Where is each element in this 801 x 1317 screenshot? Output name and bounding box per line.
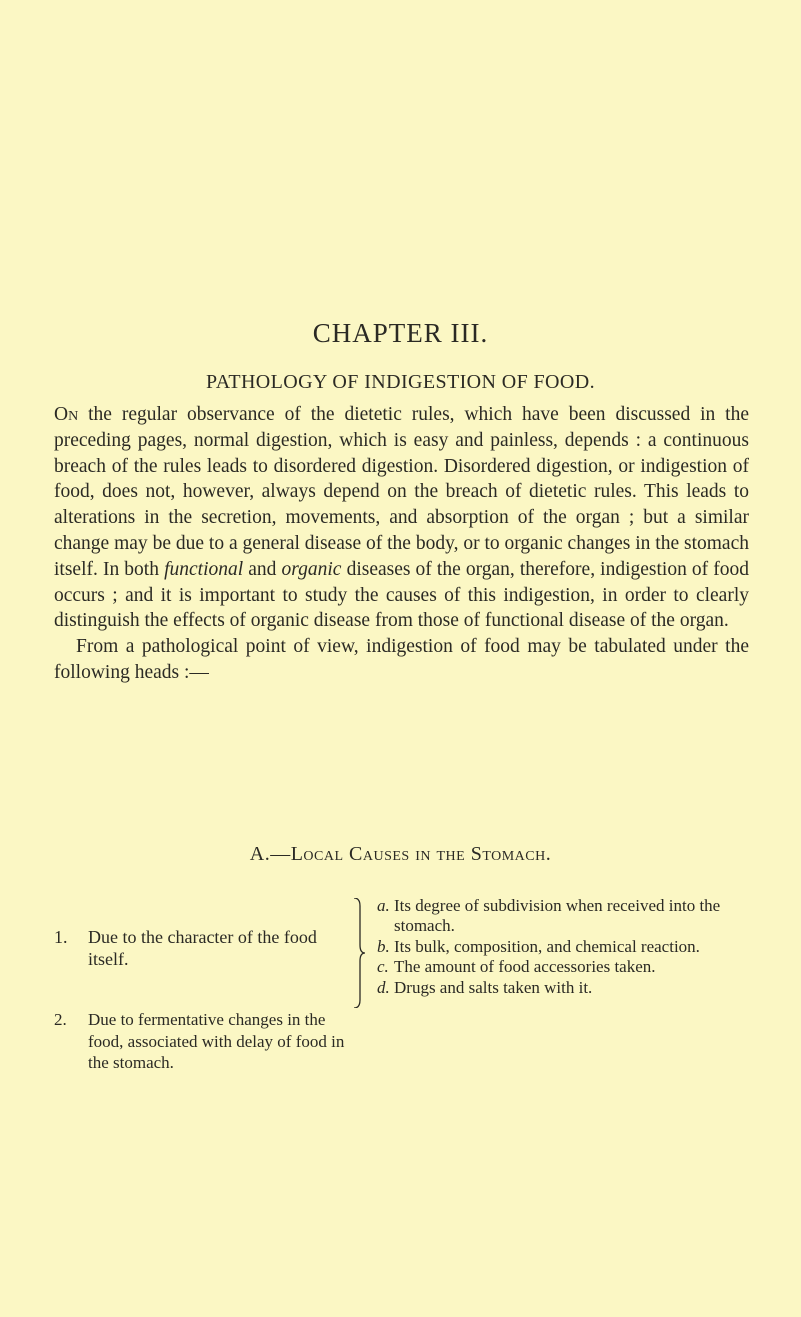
section-title: PATHOLOGY OF INDIGESTION OF FOOD. <box>206 371 595 393</box>
subheading-suffix: in the Stomach. <box>409 843 552 865</box>
subitem-text: The amount of food accessories taken. <box>394 957 656 977</box>
subitem-letter: d. <box>377 977 390 997</box>
cause-number: 1. <box>54 927 68 947</box>
subitem-b <box>371 937 751 957</box>
cause-text: Due to fermentative changes in the food, associated with delay of food in the stomach. <box>88 1010 345 1072</box>
cause-item-1 <box>54 926 354 970</box>
subitem-text: Drugs and salts taken with it. <box>394 977 593 997</box>
paragraph-text-1: the regular observance of the dietetic rules, which have been discussed in the preceding pages, normal digestion, which is easy and painless, depends : a continuous breach of the rules leads to disordered digestion. Disordered digestion, or indigestion of food, does not, however, always depend on the breach of dietetic rules. This leads to alterations in the secretion, movements, and absorption of the organ ; but a similar change may be due to a general disease of the body, or to organic changes in the stomach itself. In both <box>54 404 749 580</box>
subitem-c <box>371 957 751 977</box>
paragraph-text-2: and <box>243 558 282 580</box>
subitem-letter: b. <box>377 936 390 956</box>
body-text <box>54 402 749 686</box>
emphasis-organic: organic <box>281 558 342 580</box>
subitem-letter: c. <box>377 957 389 977</box>
cause-1-subitems <box>371 896 751 998</box>
drop-word: On <box>54 404 79 425</box>
subitem-a <box>371 896 751 937</box>
subheading-local-causes <box>0 843 801 866</box>
subitem-letter: a. <box>377 896 390 915</box>
subitem-text: Its bulk, composition, and chemical reaction. <box>394 936 700 956</box>
paragraph-tabulation: From a pathological point of view, indigestion of food may be tabulated under the following heads :— <box>54 636 749 683</box>
emphasis-functional: functional <box>164 558 244 580</box>
cause-item-2 <box>54 1009 354 1074</box>
paragraph-intro <box>54 402 749 634</box>
subitem-d <box>371 978 751 998</box>
curly-brace-icon <box>352 898 366 1008</box>
chapter-title: CHAPTER III. <box>312 318 489 348</box>
cause-number: 2. <box>54 1010 67 1029</box>
subheading-prefix: A.—Local Causes <box>249 843 410 865</box>
paragraph-text-3: diseases of the organ, therefore, indigestion of food occurs ; and it is important to study the causes of this indigestion, in order to clearly distinguish the effects of organic disease from those of functional disease of the organ. <box>54 558 750 632</box>
cause-text: Due to the character of the food itself. <box>88 927 317 969</box>
subitem-text: Its degree of subdivision when received into the stomach. <box>394 896 721 936</box>
